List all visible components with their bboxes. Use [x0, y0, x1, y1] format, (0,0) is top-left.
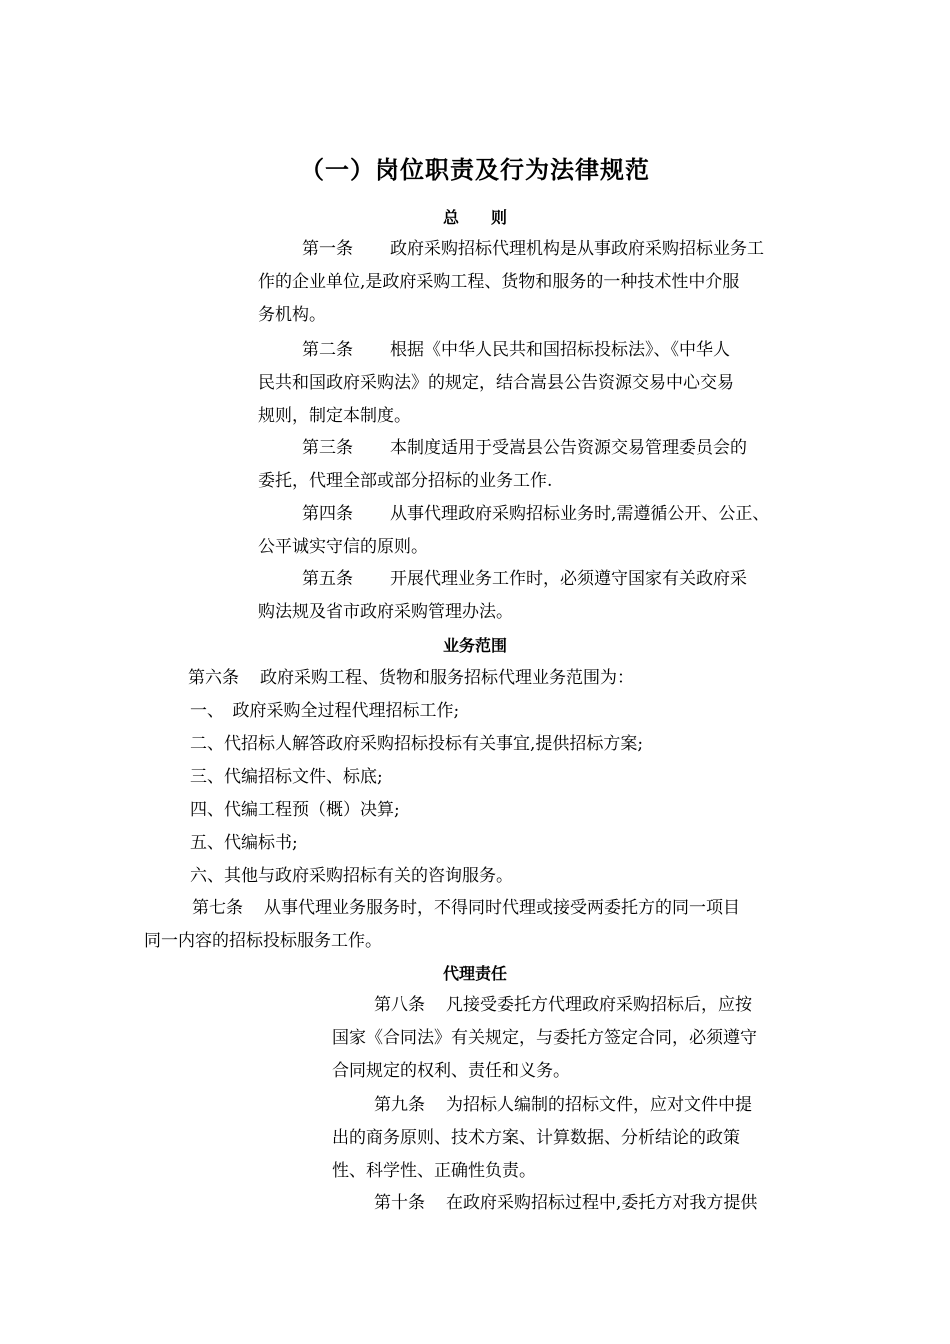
article-6 — [188, 662, 634, 695]
article-10 — [332, 1187, 757, 1220]
article-label: 第十条 — [374, 1193, 425, 1213]
article-text: 务机构。 — [258, 305, 326, 325]
article-text: 凡接受委托方代理政府采购招标后，应按 — [446, 995, 752, 1015]
article-text: 国家《合同法》有关规定，与委托方签定合同，必须遵守 — [332, 1028, 757, 1048]
list-item: 二、代招标人解答政府采购招标投标有关事宜,提供招标方案; — [190, 734, 644, 754]
article-label: 第九条 — [374, 1095, 425, 1115]
article-2 — [258, 334, 734, 433]
section-heading-liability: 代理责任 — [442, 964, 507, 983]
article-label: 第二条 — [302, 340, 353, 360]
article-text: 从事代理政府采购招标业务时,需遵循公开、公正、 — [390, 504, 770, 524]
article-text: 为招标人编制的招标文件，应对文件中提 — [446, 1095, 752, 1115]
article-8 — [332, 989, 757, 1088]
article-label: 第一条 — [302, 239, 353, 259]
page-title: （一）岗位职责及行为法律规范 — [300, 156, 650, 184]
article-text: 政府采购工程、货物和服务招标代理业务范围为： — [260, 668, 634, 688]
article-1 — [258, 233, 764, 332]
section-heading-general: 总 则 — [442, 208, 507, 227]
article-5 — [258, 563, 747, 629]
article-label: 第三条 — [302, 438, 353, 458]
article-text: 合同规定的权利、责任和义务。 — [332, 1061, 570, 1081]
article-label: 第四条 — [302, 504, 353, 524]
article-text: 出的商务原则、技术方案、计算数据、分析结论的政策 — [332, 1128, 740, 1148]
article-text: 作的企业单位,是政府采购工程、货物和服务的一种技术性中介服 — [258, 272, 740, 292]
article-label: 第六条 — [188, 668, 239, 688]
article-text: 政府采购招标代理机构是从事政府采购招标业务工 — [390, 239, 764, 259]
article-7 — [144, 892, 740, 958]
list-item: 六、其他与政府采购招标有关的咨询服务。 — [190, 866, 513, 886]
article-text: 同一内容的招标投标服务工作。 — [144, 931, 382, 951]
list-item: 五、代编标书; — [190, 833, 298, 853]
article-9 — [332, 1089, 752, 1188]
article-4 — [258, 498, 769, 564]
article-text: 在政府采购招标过程中,委托方对我方提供 — [446, 1193, 758, 1213]
list-item: 四、代编工程预（概）决算; — [190, 800, 400, 820]
article-text: 开展代理业务工作时，必须遵守国家有关政府采 — [390, 569, 747, 589]
section-heading-scope: 业务范围 — [442, 636, 507, 655]
article-label: 第七条 — [192, 898, 243, 918]
article-text: 委托，代理全部或部分招标的业务工作. — [258, 471, 553, 491]
article-text: 公平诚实守信的原则。 — [258, 537, 428, 557]
list-item: 一、 政府采购全过程代理招标工作; — [190, 701, 460, 721]
scope-list — [190, 695, 643, 893]
article-label: 第五条 — [302, 569, 353, 589]
article-text: 本制度适用于受嵩县公告资源交易管理委员会的 — [390, 438, 747, 458]
article-text: 根据《中华人民共和国招标投标法》、《中华人 — [390, 340, 730, 360]
list-item: 三、代编招标文件、标底; — [190, 767, 383, 787]
article-text: 民共和国政府采购法》的规定，结合嵩县公告资源交易中心交易 — [258, 373, 734, 393]
article-3 — [258, 432, 747, 498]
article-text: 规则，制定本制度。 — [258, 406, 411, 426]
article-label: 第八条 — [374, 995, 425, 1015]
article-text: 性、科学性、正确性负责。 — [332, 1161, 536, 1181]
article-text: 从事代理业务服务时，不得同时代理或接受两委托方的同一项目 — [264, 898, 740, 918]
article-text: 购法规及省市政府采购管理办法。 — [258, 602, 513, 622]
